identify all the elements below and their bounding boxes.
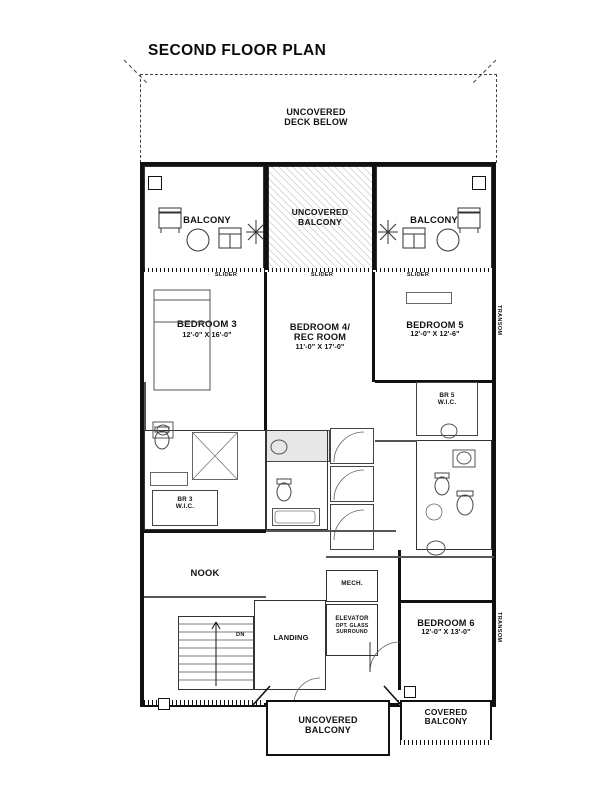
bath-3-shower-diagonals (192, 432, 238, 480)
bedroom-3-label: BEDROOM 3 12'-0" X 16'-0" (177, 319, 237, 339)
balcony-divider-right (372, 166, 376, 270)
balcony-post-nw (148, 176, 162, 190)
covered-balcony-bottom-band (400, 740, 492, 745)
nook-label: NOOK (190, 567, 220, 578)
balcony-post-ne (472, 176, 486, 190)
bedroom-6-label: BEDROOM 6 12'-0" X 13'-0" (417, 618, 475, 637)
right-bath-sink-icon (452, 448, 476, 472)
bottom-uncovered-balcony-label: UNCOVERED BALCONY (298, 715, 358, 736)
right-bath-shower-icon (424, 500, 444, 524)
left-balcony-label: BALCONY (183, 214, 231, 225)
uncovered-deck-below-label: UNCOVERED DECK BELOW (284, 107, 348, 128)
interior-line-1 (144, 382, 146, 430)
balcony-plant-right-icon (376, 218, 400, 246)
balcony-chair2-right-icon (452, 206, 486, 240)
bath-3-toilet-icon (150, 424, 176, 454)
bottom-balcony-corner-left (250, 684, 274, 708)
balcony-divider-left (264, 166, 268, 270)
interior-line-5 (375, 440, 417, 442)
slider-label-3: SLIDER (406, 272, 430, 278)
landing-label: LANDING (273, 633, 309, 642)
balcony-chair2-left-icon (216, 224, 246, 254)
bedroom-6-door-swing (368, 636, 402, 676)
interior-line-2 (266, 530, 396, 532)
slider-label-2: SLIDER (310, 272, 334, 278)
br5-wic-sink-icon (438, 420, 460, 442)
covered-balcony-label: COVERED BALCONY (424, 707, 468, 727)
stair-direction-label: DN (236, 632, 245, 638)
wall-br4-br5 (372, 272, 375, 382)
interior-line-3 (144, 596, 266, 598)
right-balcony-label: BALCONY (410, 214, 458, 225)
balcony-table-left-icon (186, 228, 212, 254)
mech-label: MECH. (341, 580, 363, 587)
deck-corner-dash-left (120, 60, 160, 100)
br5-wic-label: BR 5 W.I.C. (437, 392, 457, 407)
interior-line-4 (326, 556, 494, 558)
bottom-left-post (158, 698, 170, 710)
stair-treads (178, 616, 254, 690)
bath-3-vanity (150, 472, 188, 486)
bedroom-5-furniture (406, 292, 452, 304)
balcony-chair-left-icon (156, 206, 190, 240)
covered-balcony-post (404, 686, 416, 698)
deck-corner-dash-right (470, 60, 510, 100)
center-balcony-label: UNCOVERED BALCONY (291, 207, 349, 227)
transom-label-2: TRANSOM (496, 612, 502, 643)
right-bath-toilet2-icon (452, 488, 480, 520)
wall-nook-top (144, 530, 266, 533)
bedroom-3-bed-icon (152, 288, 230, 396)
center-bath-toilet-icon (272, 476, 298, 506)
wall-br3-br4 (264, 272, 267, 432)
elevator-label: ELEVATOR OPT. GLASS SURROUND (335, 616, 369, 636)
br3-wic-label: BR 3 W.I.C. (175, 496, 195, 511)
bedroom-4-label: BEDROOM 4/ REC ROOM 11'-0" X 17'-0" (289, 322, 351, 351)
balcony-chair-right-icon (400, 224, 430, 254)
slider-label-1: SLIDER (214, 272, 238, 278)
center-bath-sink-icon (268, 436, 290, 458)
page-title: SECOND FLOOR PLAN (148, 42, 327, 59)
bedroom-5-label: BEDROOM 5 12'-0" X 12'-6" (406, 320, 464, 339)
hall-door-swings (330, 428, 376, 552)
transom-label-1: TRANSOM (496, 305, 502, 336)
wall-br6-top (400, 600, 492, 603)
center-bath-tub-detail (272, 508, 320, 526)
